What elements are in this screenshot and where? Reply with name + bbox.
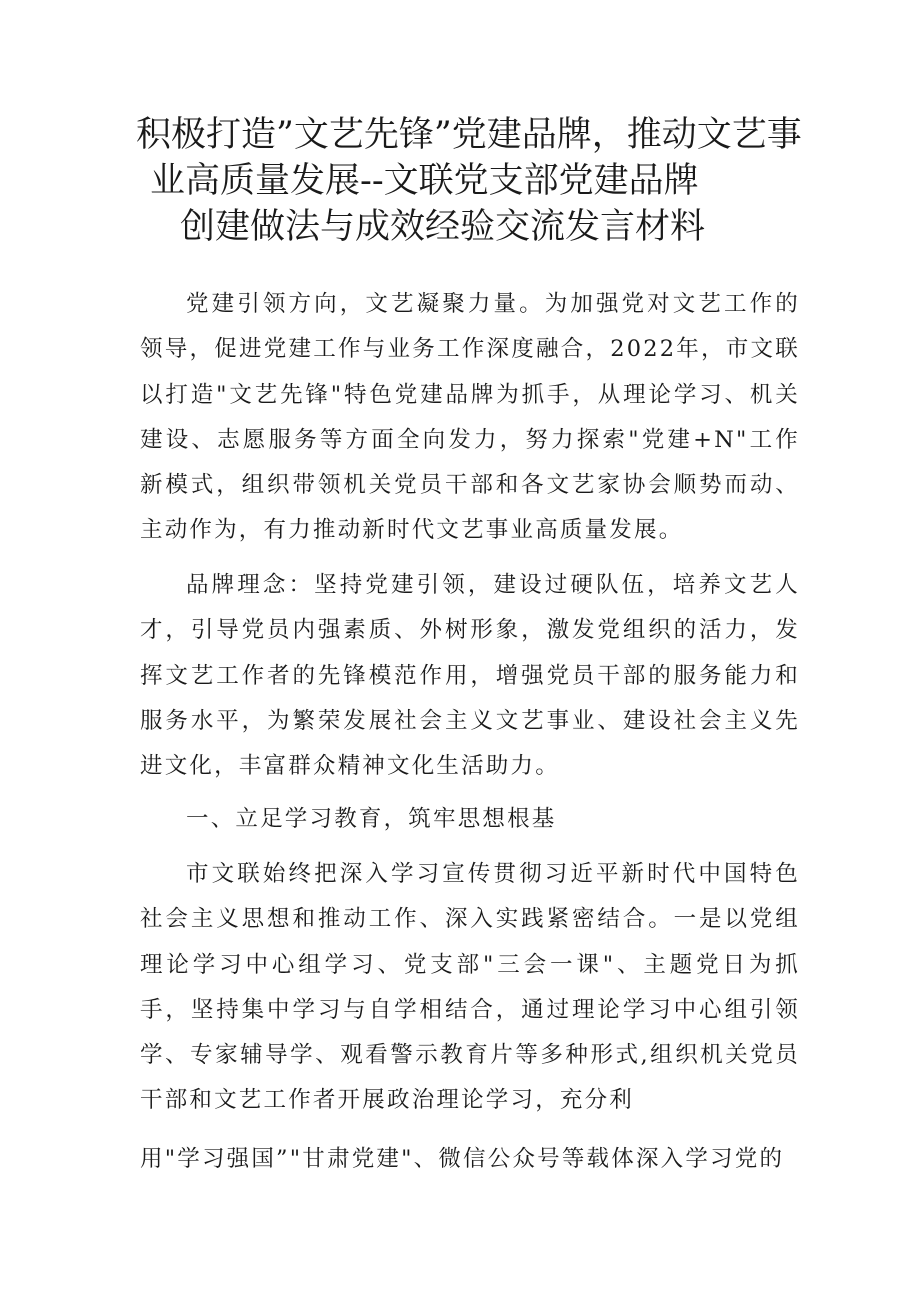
brand-concept-paragraph xyxy=(140,563,800,789)
section-heading-text: 一、立足学习教育，筑牢思想根基 xyxy=(186,806,557,832)
intro-paragraph xyxy=(140,282,800,554)
section-paragraph xyxy=(140,852,800,1124)
title-line-3: 创建做法与成效经验交流发言材料 xyxy=(180,207,706,247)
paragraph-text: 用"学习强国”"甘肃党建"、微信公众号等载体深入学习党的 xyxy=(140,1146,785,1172)
paragraph-text: 品牌理念：坚持党建引领，建设过硬队伍，培养文艺人才，引导党员内强素质、外树形象，激发党组织的活力，发挥文艺工作者的先锋模范作用，增强党员干部的服务能力和服务水平，为繁荣发展社会主义文艺事业、建设社会主义先进文化，丰富群众精神文化生活助力。 xyxy=(140,572,800,780)
title-line-1: 积极打造”文艺先锋”党建品牌，推动文艺事 xyxy=(136,115,802,155)
document-title xyxy=(130,112,820,250)
section-heading xyxy=(140,797,800,842)
title-line-2: 业高质量发展--文联党支部党建品牌 xyxy=(150,161,699,201)
paragraph-text: 党建引领方向，文艺凝聚力量。为加强党对文艺工作的领导，促进党建工作与业务工作深度融合，2022年，市文联以打造"文艺先锋"特色党建品牌为抓手，从理论学习、机关建设、志愿服务等方面全向发力，努力探索"党建+N"工作新模式，组织带领机关党员干部和各文艺家协会顺势而动、主动作为，有力推动新时代文艺事业高质量发展。 xyxy=(140,291,800,544)
paragraph-text: 市文联始终把深入学习宣传贯彻习近平新时代中国特色社会主义思想和推动工作、深入实践紧密结合。一是以党组理论学习中心组学习、党支部"三会一课"、主题党日为抓手，坚持集中学习与自学相结合，通过理论学习中心组引领学、专家辅导学、观看警示教育片等多种形式,组织机关党员干部和文艺工作者开展政治理论学习，充分利 xyxy=(140,861,800,1114)
continuation-paragraph xyxy=(140,1137,800,1182)
